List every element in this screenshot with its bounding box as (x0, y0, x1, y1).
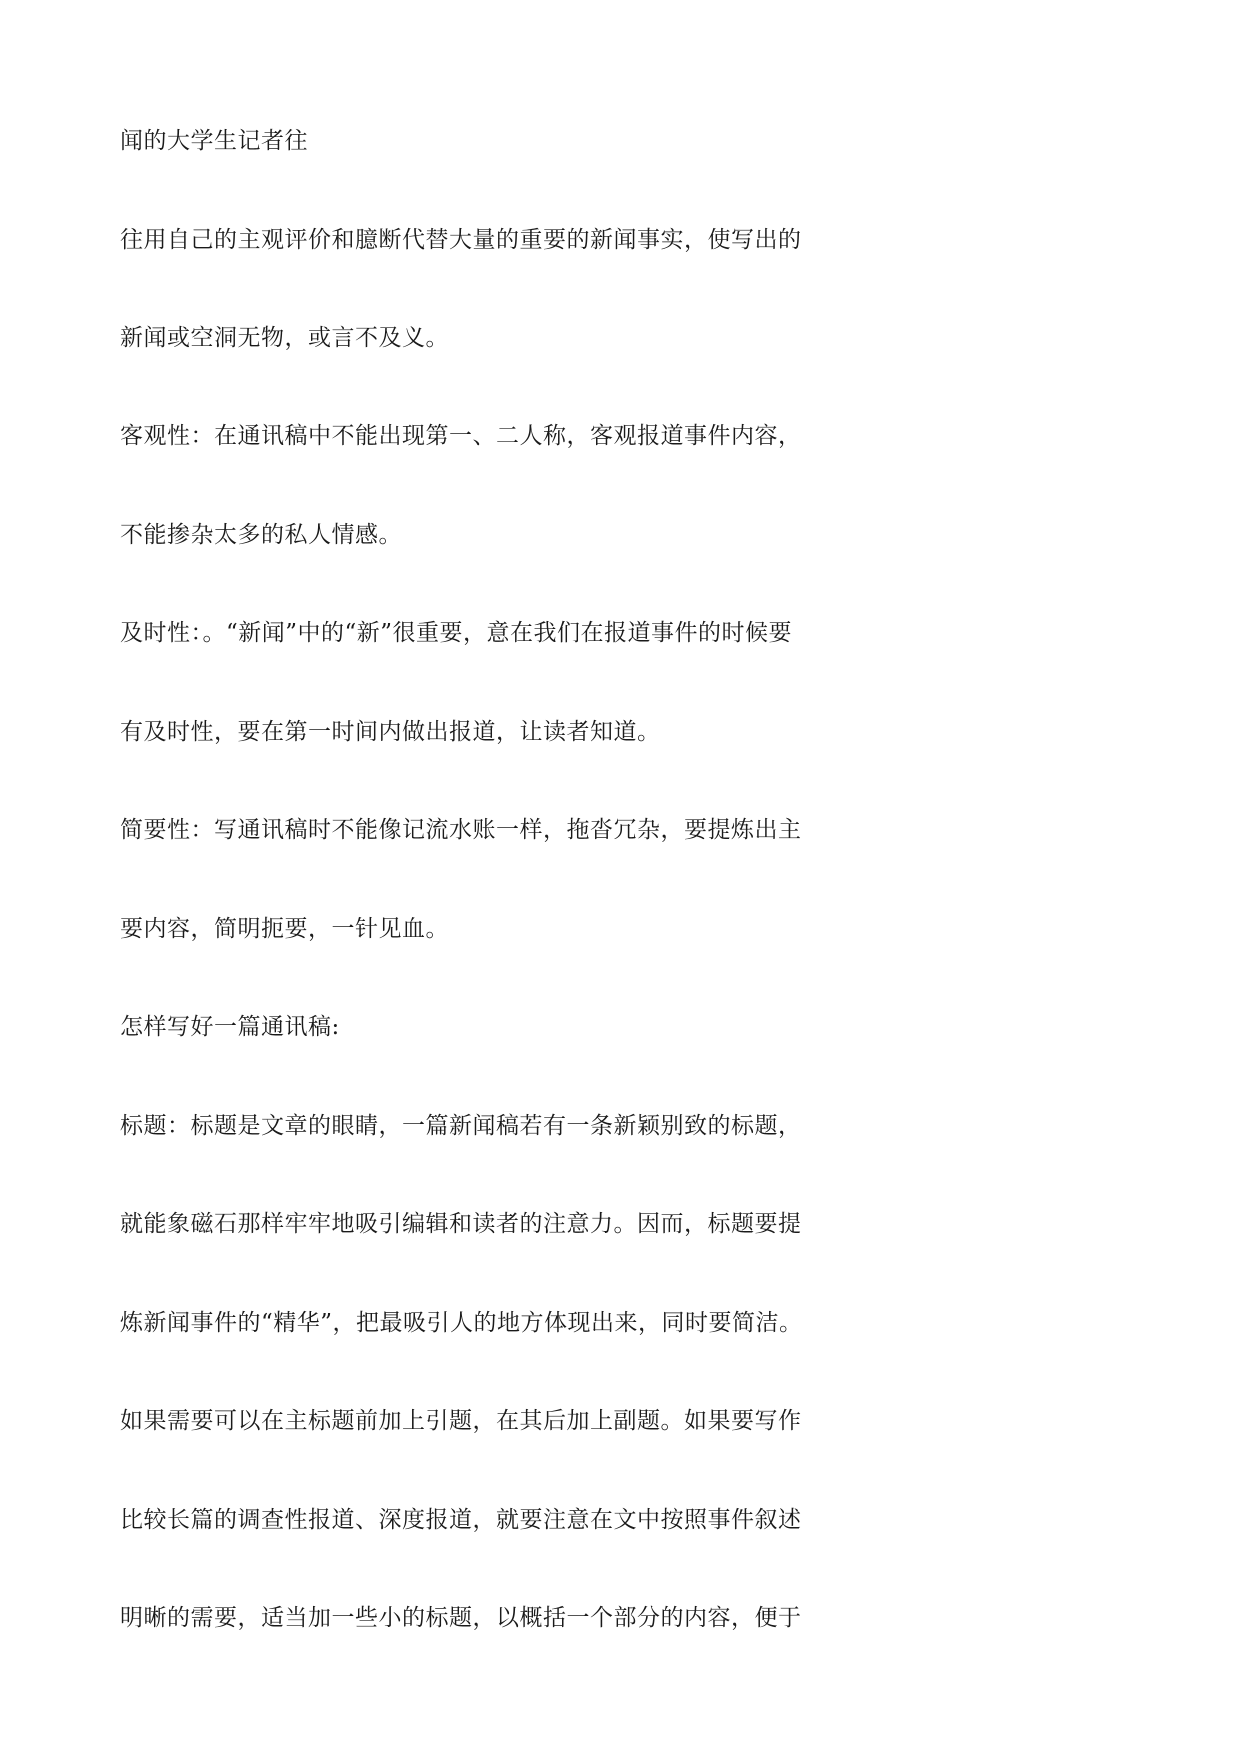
text-line: 往用自己的主观评价和臆断代替大量的重要的新闻事实，使写出的 (120, 227, 802, 253)
text-line: 闻的大学生记者往 (120, 128, 308, 154)
text-line: 标题：标题是文章的眼睛，一篇新闻稿若有一条新颖别致的标题， (120, 1113, 802, 1139)
text-line: 有及时性，要在第一时间内做出报道，让读者知道。 (120, 719, 661, 745)
text-line: 新闻或空洞无物，或言不及义。 (120, 325, 449, 351)
text-line: 明晰的需要，适当加一些小的标题，以概括一个部分的内容，便于 (120, 1605, 802, 1631)
text-line: 及时性：。“新闻”中的“新”很重要，意在我们在报道事件的时候要 (120, 620, 793, 646)
text-line: 不能掺杂太多的私人情感。 (120, 522, 402, 548)
section-heading: 怎样写好一篇通讯稿: (120, 1014, 340, 1040)
text-line: 简要性：写通讯稿时不能像记流水账一样，拖沓冗杂，要提炼出主 (120, 817, 802, 843)
text-line: 炼新闻事件的“精华”，把最吸引人的地方体现出来，同时要简洁。 (120, 1310, 803, 1336)
text-line: 要内容，简明扼要，一针见血。 (120, 916, 449, 942)
text-line: 就能象磁石那样牢牢地吸引编辑和读者的注意力。因而，标题要提 (120, 1211, 802, 1237)
text-line: 如果需要可以在主标题前加上引题，在其后加上副题。如果要写作 (120, 1408, 802, 1434)
text-line: 比较长篇的调查性报道、深度报道，就要注意在文中按照事件叙述 (120, 1507, 802, 1533)
text-line: 客观性：在通讯稿中不能出现第一、二人称，客观报道事件内容， (120, 423, 802, 449)
